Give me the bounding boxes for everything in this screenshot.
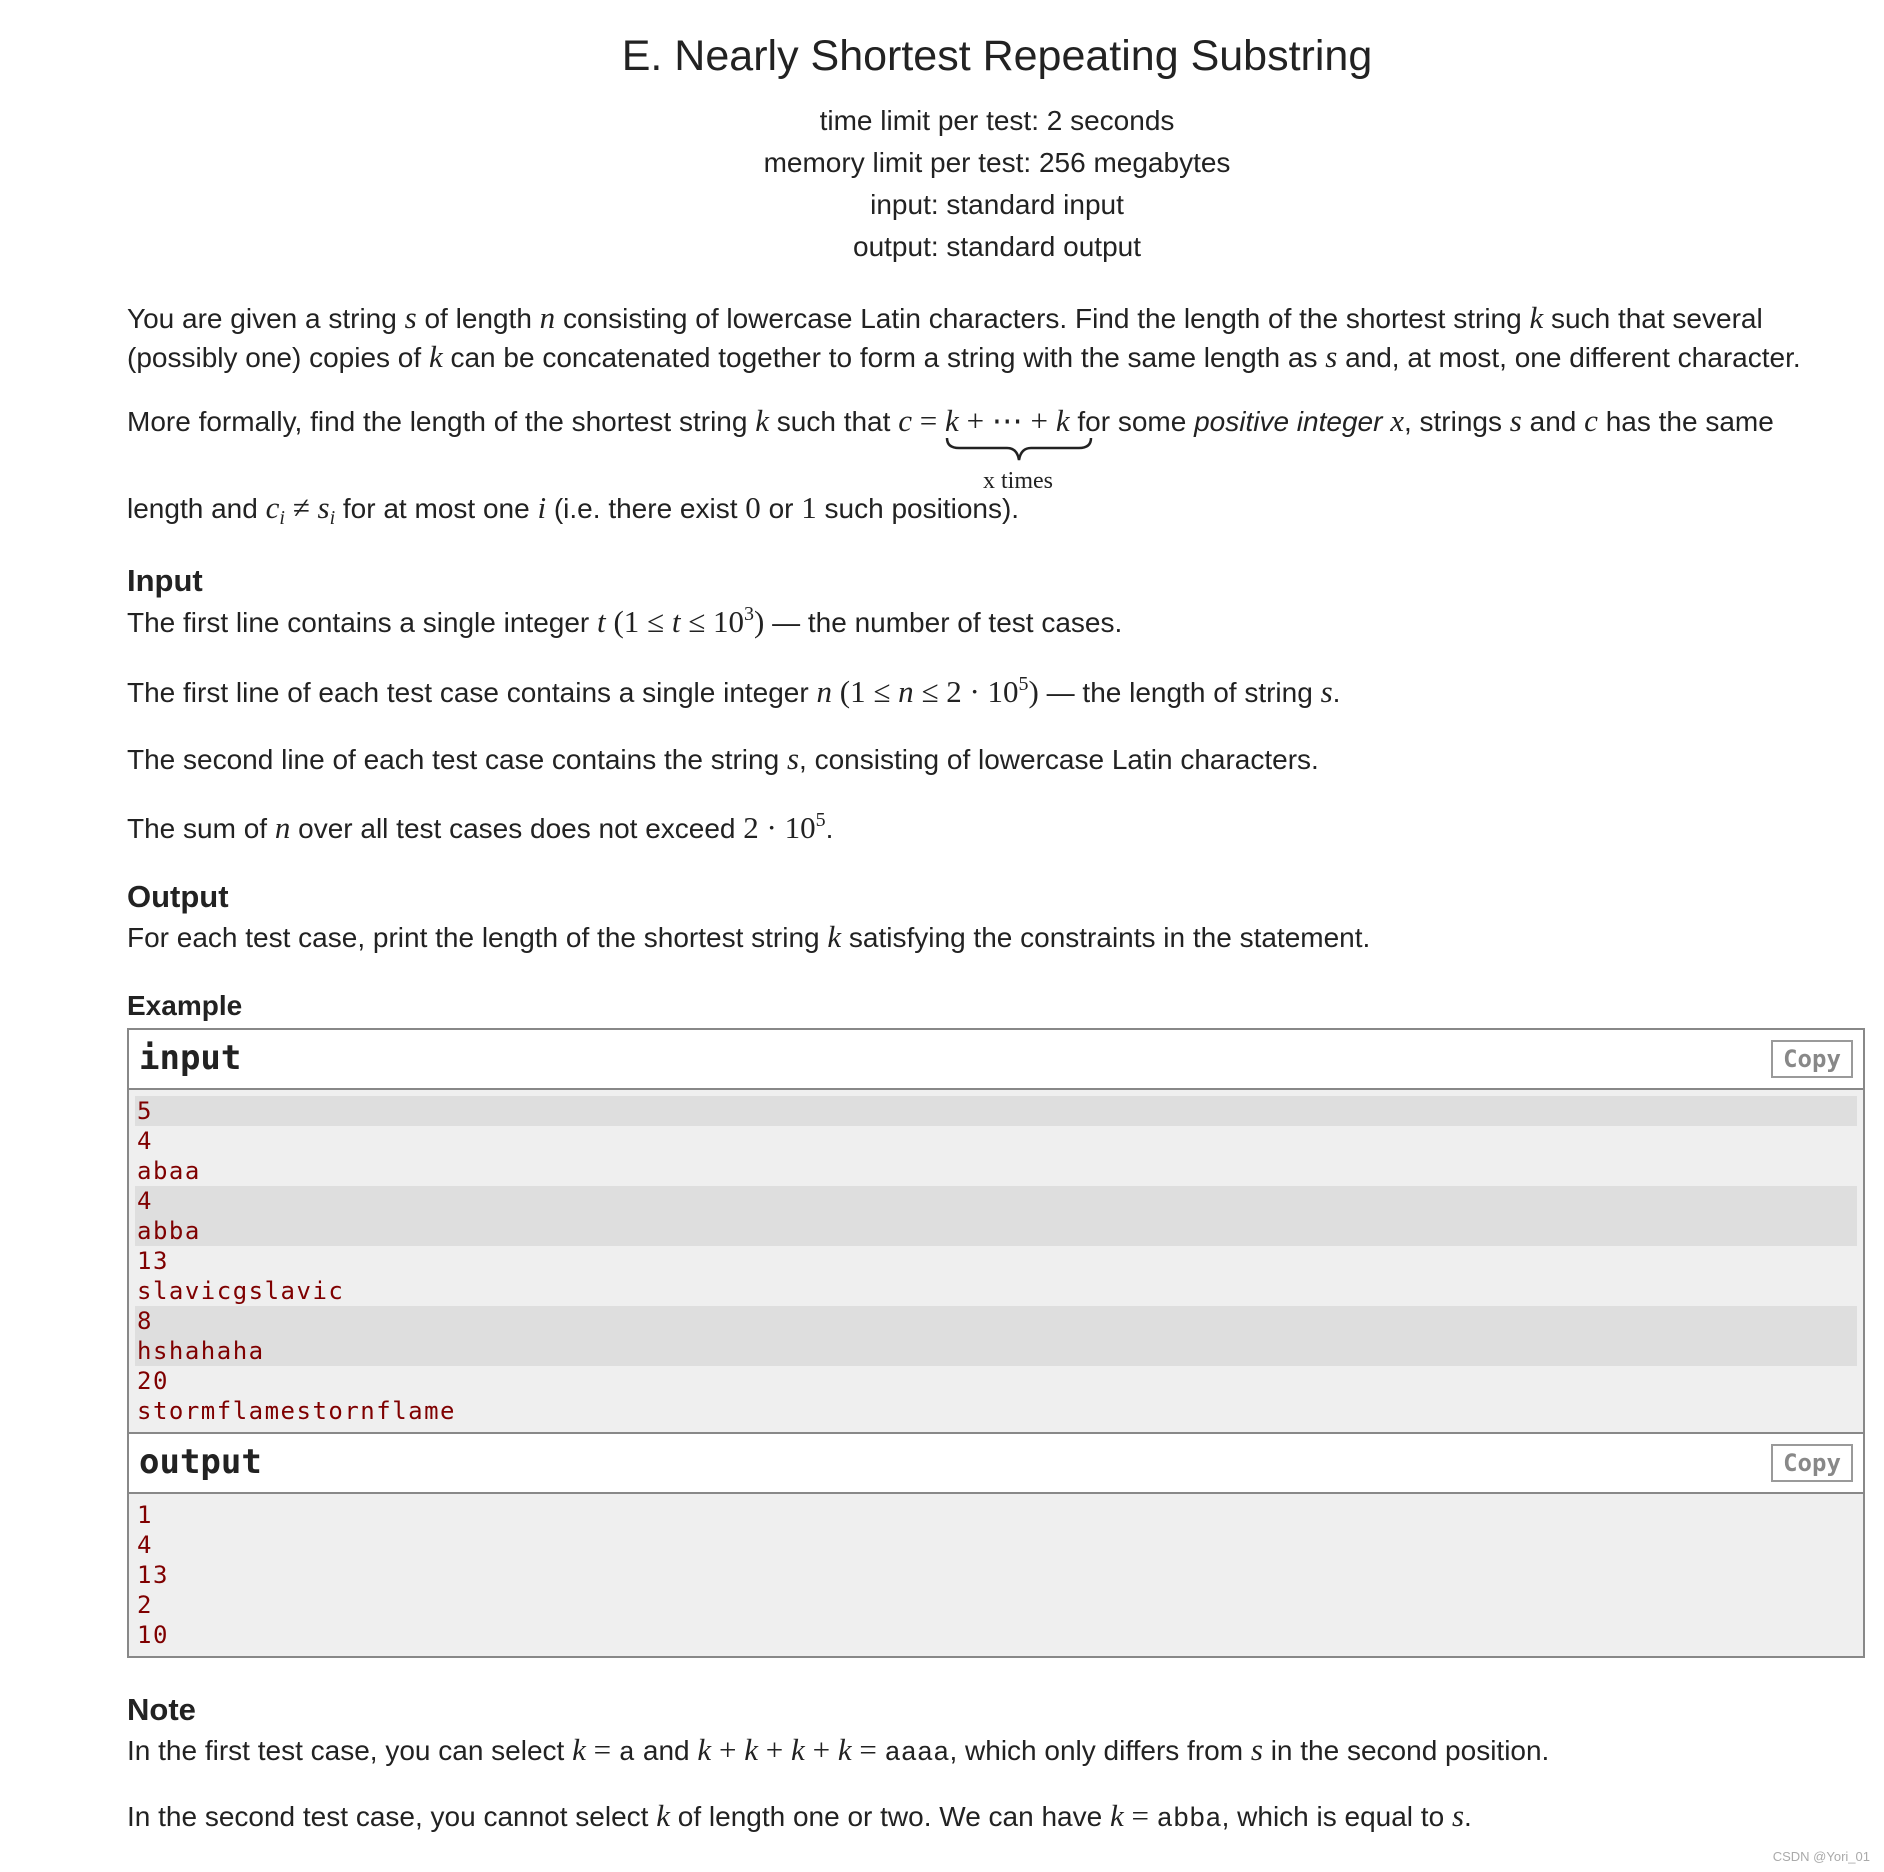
input-line: 8 [135,1306,1857,1336]
watermark: CSDN @Yori_01 [1772,1849,1870,1864]
input-line-4: The sum of n over all test cases does not exceed $2 \cdot 10^5$. [127,809,834,845]
input-line: slavicgslavic [137,1277,345,1305]
statement-paragraph-3: length and $c_i \ne s_i$ for at most one i (i.e. there exist 0 or 1 such positions). [127,490,1020,529]
input-line: abaa [137,1157,201,1185]
example-output-content[interactable] [129,1494,1863,1656]
note-line-2: In the second test case, you cannot select k of length one or two. We can have k = abba, which is equal to s. [127,1798,1472,1835]
input-line: 5 [135,1096,1857,1126]
statement-paragraph-2: More formally, find the length of the shortest string k such that c = k + ⋯ + k x times for some positive integer x, strings s and c has the same [127,402,1867,441]
output-line: 4 [137,1531,153,1559]
example-input-content[interactable] [129,1090,1863,1432]
input-line: 13 [137,1247,169,1275]
problem-limits [127,100,1867,268]
problem-header [127,30,1867,268]
statement-line: You are given a string s of length n consisting of lowercase Latin characters. Find the length of the shortest string k such that several [127,300,1763,335]
copy-input-button[interactable]: Copy [1771,1040,1853,1078]
input-line: 4 [137,1127,153,1155]
example-output-header [129,1432,1863,1494]
brace-label: x times [983,468,1054,494]
underbrace-icon [945,436,1093,464]
example-input-header [129,1030,1863,1090]
input-line-1: The first line contains a single integer t $(1 \le t \le 10^3)$ — the number of test cases. [127,603,1123,639]
input-heading: Input [127,563,203,598]
underbrace-expression: k + ⋯ + k x times [945,402,1070,441]
memory-limit: memory limit per test: 256 megabytes [763,147,1231,178]
input-spec: input: standard input [870,189,1124,220]
input-line: stormflamestornflame [137,1397,456,1425]
example-output-label: output [139,1442,262,1482]
output-line-1: For each test case, print the length of the shortest string k satisfying the constraints in the statement. [127,919,1371,954]
example-input-box [127,1028,1865,1658]
input-line: hshahaha [135,1336,1857,1366]
input-line: 20 [137,1367,169,1395]
example-heading: Example [127,990,243,1021]
output-line: 1 [137,1501,153,1529]
output-heading: Output [127,879,229,914]
input-line: abba [135,1216,1857,1246]
output-line: 10 [137,1621,169,1649]
input-line-3: The second line of each test case contains the string s, consisting of lowercase Latin characters. [127,741,1319,776]
input-line: 4 [135,1186,1857,1216]
note-line-1: In the first test case, you can select k = a and k + k + k + k = aaaa, which only differs from s in the second position. [127,1732,1550,1769]
note-heading: Note [127,1692,196,1727]
output-line: 2 [137,1591,153,1619]
statement-paragraph-1 [127,299,1867,377]
problem-title: E. Nearly Shortest Repeating Substring [621,32,1373,80]
time-limit: time limit per test: 2 seconds [819,105,1175,136]
example-input-label: input [139,1038,242,1078]
copy-output-button[interactable]: Copy [1771,1444,1853,1482]
input-line-2: The first line of each test case contains a single integer n $(1 \le n \le 2 \cdot 10^5)$ — the length of string s. [127,673,1341,709]
output-line: 13 [137,1561,169,1589]
output-spec: output: standard output [853,231,1141,262]
statement-line: (possibly one) copies of k can be concatenated together to form a string with the same length as s and, at most, one different character. [127,339,1801,374]
